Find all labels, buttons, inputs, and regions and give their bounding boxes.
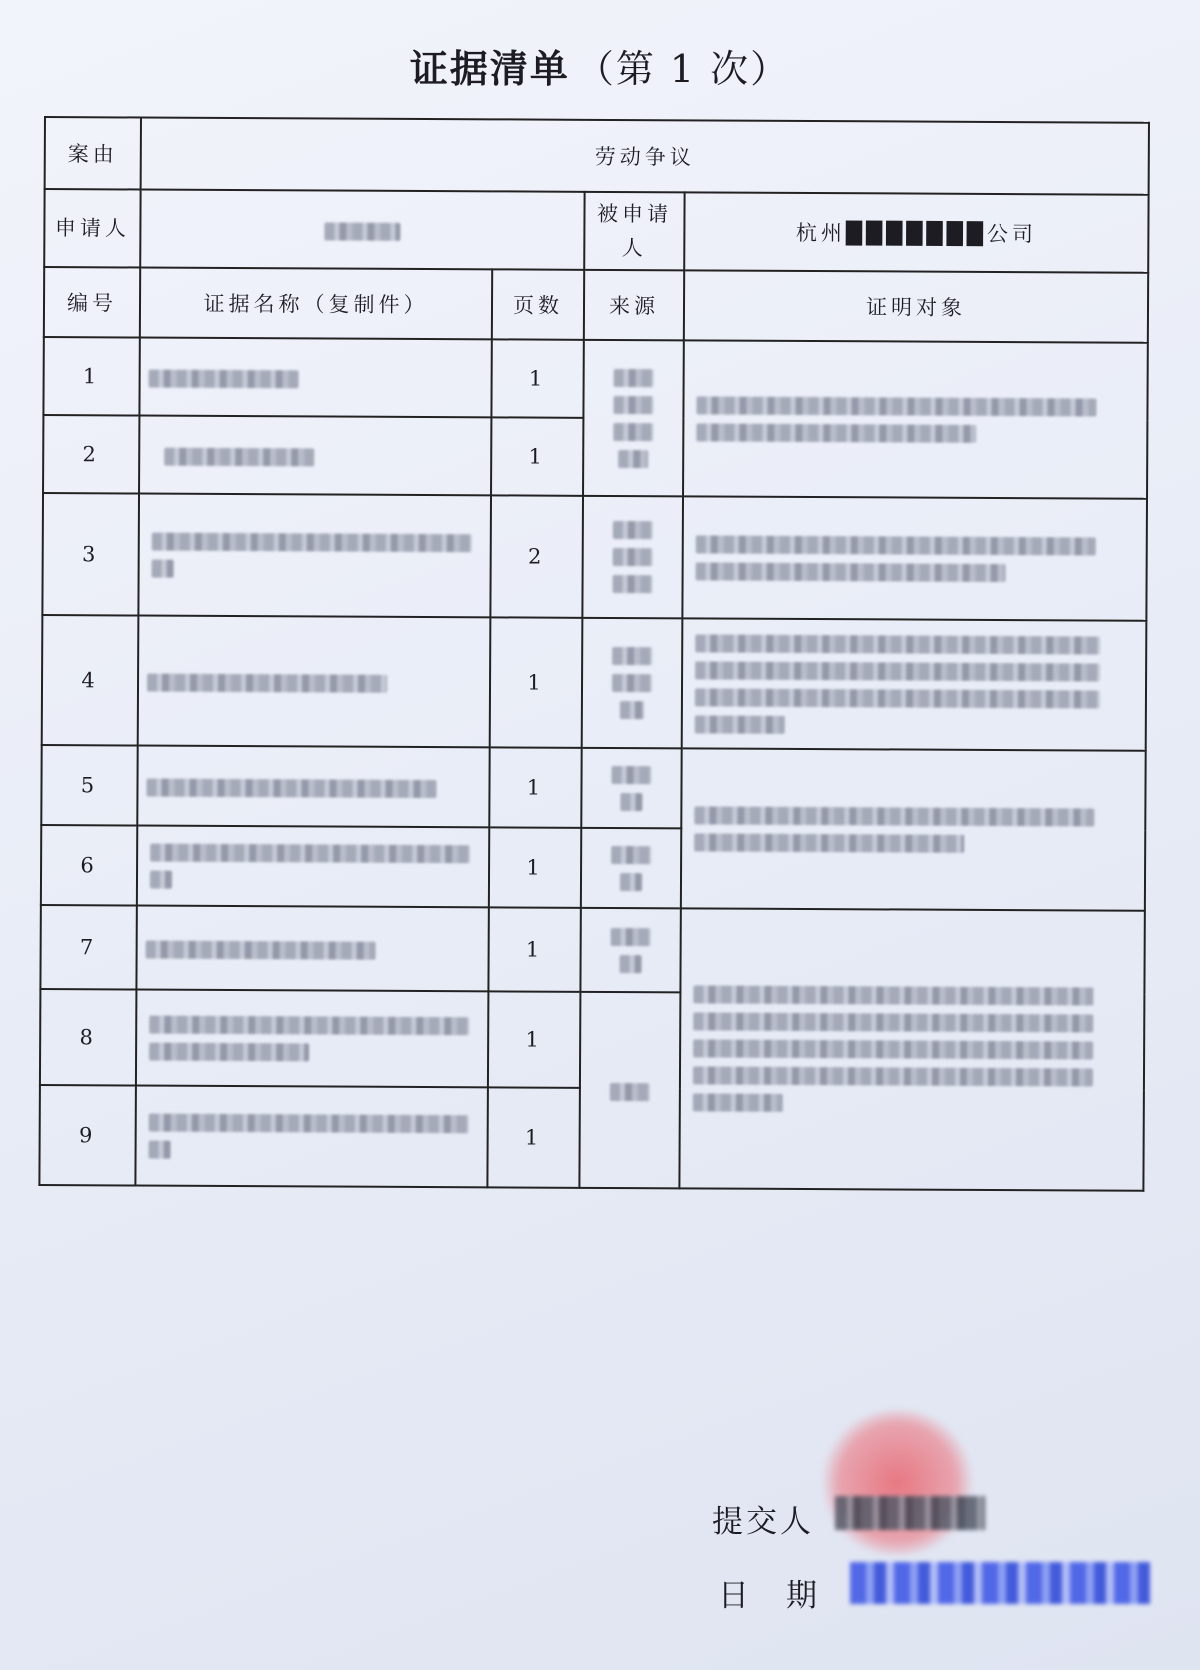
evidence-sheet <box>38 116 1148 1192</box>
redacted-text <box>620 955 642 973</box>
redacted-text <box>613 395 653 413</box>
redacted-text <box>613 422 653 440</box>
redacted-text <box>695 715 785 733</box>
col-header-source: 来源 <box>584 270 684 341</box>
evidence-name <box>137 745 489 827</box>
row-number: 4 <box>42 615 139 746</box>
redacted-text <box>693 1039 1093 1059</box>
redacted-text <box>620 701 644 719</box>
redacted-text <box>693 1093 783 1111</box>
redacted-text <box>164 447 314 466</box>
page-count: 2 <box>490 495 583 617</box>
applicant-label: 申请人 <box>44 189 140 268</box>
evidence-name <box>138 616 491 748</box>
evidence-name <box>135 1085 488 1187</box>
redacted-text <box>696 423 976 442</box>
evidence-source <box>581 748 681 829</box>
submitter-label: 提交人 <box>712 1504 814 1540</box>
evidence-source <box>582 618 683 749</box>
redacted-text <box>150 870 172 888</box>
page-count: 1 <box>489 827 581 907</box>
redacted-text <box>620 793 642 811</box>
respondent-label: 被申请人 <box>584 192 684 271</box>
redacted-text <box>614 368 654 386</box>
redacted-text <box>149 1113 469 1133</box>
date-label: 日 期 <box>718 1578 820 1614</box>
row-number: 1 <box>43 337 139 416</box>
redacted-text <box>613 548 653 566</box>
page-count: 1 <box>490 617 583 747</box>
evidence-purpose <box>683 340 1148 498</box>
page-title <box>0 38 1200 93</box>
redacted-text <box>694 806 1094 826</box>
redacted-text <box>611 845 651 863</box>
applicant-value <box>140 190 584 270</box>
redacted-text <box>146 778 436 798</box>
evidence-source <box>580 908 680 993</box>
redacted-text <box>695 688 1100 708</box>
redacted-text <box>612 765 652 783</box>
col-header-purpose: 证明对象 <box>684 270 1148 342</box>
redacted-text <box>693 985 1093 1005</box>
row-number: 6 <box>41 825 137 906</box>
evidence-name <box>137 825 489 907</box>
redacted-text <box>610 1082 650 1100</box>
evidence-purpose <box>682 496 1147 620</box>
title-sub: （第 1 次） <box>575 47 791 91</box>
evidence-name <box>139 338 491 418</box>
evidence-source <box>579 992 680 1189</box>
page-count: 1 <box>487 1087 580 1187</box>
redacted-text <box>149 369 299 388</box>
evidence-table <box>38 116 1150 1192</box>
redacted-applicant-name <box>324 222 400 240</box>
parties-row <box>44 189 1148 273</box>
redacted-text <box>152 532 472 552</box>
row-number: 7 <box>40 905 136 990</box>
evidence-source <box>581 828 681 909</box>
evidence-purpose <box>682 618 1147 750</box>
redacted-text <box>149 1015 469 1035</box>
redacted-text <box>696 535 1096 555</box>
redacted-text <box>150 843 470 863</box>
title-main: 证据清单 <box>409 46 570 91</box>
evidence-purpose <box>679 908 1144 1190</box>
table-row <box>43 337 1147 421</box>
table-row <box>41 745 1145 831</box>
page-count: 1 <box>491 417 583 495</box>
table-row <box>42 615 1147 751</box>
col-header-name: 证据名称（复制件） <box>140 268 492 340</box>
respondent-value: 杭州███████公司 <box>684 192 1148 272</box>
column-header-row <box>44 267 1148 343</box>
evidence-purpose <box>681 748 1146 910</box>
evidence-name <box>136 989 488 1087</box>
redacted-text <box>613 521 653 539</box>
date-line <box>718 1570 820 1615</box>
redacted-text <box>149 1042 309 1061</box>
redacted-text <box>693 1066 1093 1086</box>
red-seal-stamp <box>820 1410 975 1555</box>
redacted-text <box>613 575 653 593</box>
redacted-text <box>612 674 652 692</box>
redacted-text <box>695 634 1100 654</box>
page-count: 1 <box>489 747 581 827</box>
evidence-name <box>136 905 488 991</box>
redacted-text <box>620 873 642 891</box>
redacted-text <box>696 396 1096 416</box>
submitter-line <box>712 1496 814 1541</box>
table-row <box>42 493 1147 621</box>
evidence-source <box>582 496 683 619</box>
table-row <box>40 905 1144 995</box>
page-count: 1 <box>491 339 583 417</box>
redacted-text <box>152 559 174 577</box>
case-row <box>45 117 1149 195</box>
redacted-text <box>693 1012 1093 1032</box>
row-number: 8 <box>40 989 137 1086</box>
row-number: 9 <box>39 1085 136 1186</box>
evidence-name <box>139 416 491 496</box>
redacted-text <box>612 647 652 665</box>
redacted-text <box>147 673 387 692</box>
redacted-text <box>618 450 648 468</box>
row-number: 5 <box>41 745 137 826</box>
redacted-text <box>146 940 376 959</box>
redacted-text <box>694 833 964 852</box>
page-count: 1 <box>488 907 580 991</box>
col-header-number: 编号 <box>44 267 140 338</box>
evidence-name <box>138 494 491 618</box>
redacted-text <box>149 1140 171 1158</box>
case-label: 案由 <box>45 117 141 190</box>
page-count: 1 <box>488 991 581 1087</box>
redacted-date <box>850 1562 1150 1604</box>
row-number: 3 <box>42 493 139 616</box>
case-value: 劳动争议 <box>141 118 1149 195</box>
redacted-text <box>695 661 1100 681</box>
redacted-text <box>611 927 651 945</box>
redacted-signature <box>835 1496 985 1530</box>
row-number: 2 <box>43 415 139 494</box>
evidence-source <box>583 340 684 497</box>
redacted-text <box>696 562 1006 582</box>
col-header-pages: 页数 <box>492 269 584 339</box>
